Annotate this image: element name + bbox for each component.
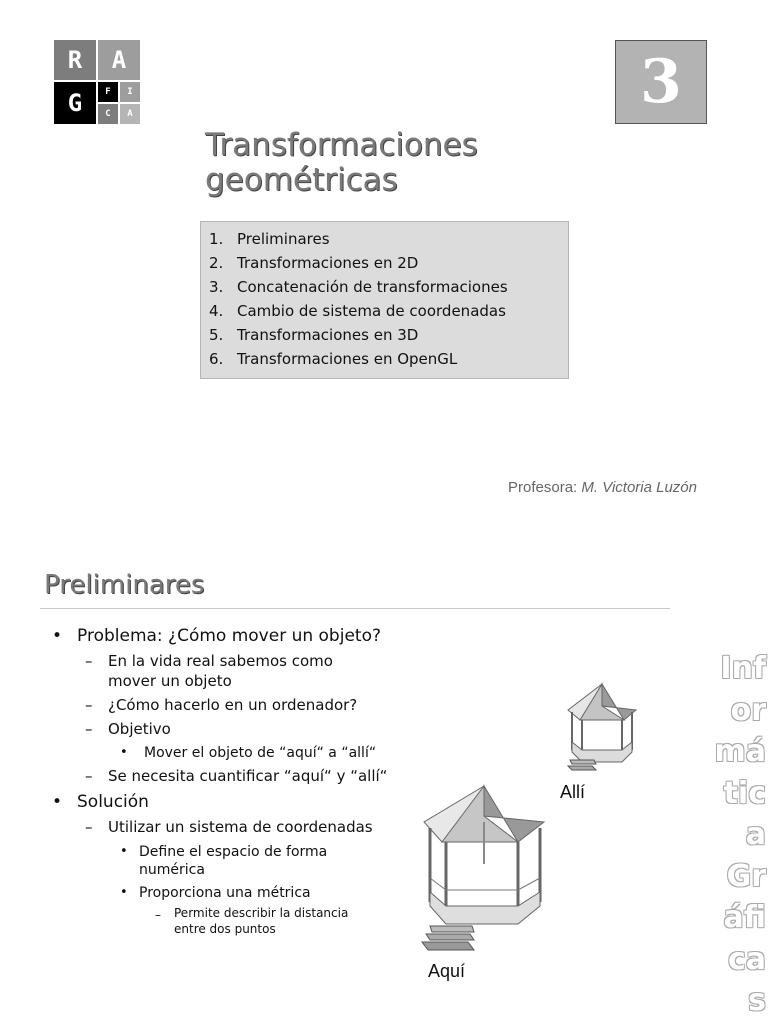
bullet-text: Utilizar un sistema de coordenadas <box>108 818 373 836</box>
toc-item[interactable] <box>209 347 568 371</box>
toc-label: Transformaciones en 2D <box>237 254 419 272</box>
bullet-text: Objetivo <box>108 720 171 738</box>
bullet-dot: • <box>52 626 63 646</box>
bullet-text: ¿Cómo hacerlo en un ordenador? <box>108 696 358 714</box>
bullet-dot: • <box>120 844 128 859</box>
toc-num: 5. <box>209 326 224 344</box>
gazebo-large-illustration <box>418 782 550 958</box>
bullet-solution-text: Solución <box>77 792 149 812</box>
vertical-text-fragment: Inf <box>720 651 766 686</box>
vertical-text-fragment: s <box>748 983 766 1018</box>
vertical-text-fragment: or <box>730 692 766 728</box>
toc-label: Transformaciones en OpenGL <box>237 350 458 368</box>
bullet-problem-text: Problema: ¿Cómo mover un objeto? <box>77 626 381 646</box>
bullet-text: Permite describir la distancia <box>174 906 349 920</box>
professor-label: Profesora: <box>508 479 578 496</box>
bullet-text: Se necesita cuantificar “aquí“ y “allí“ <box>108 767 388 785</box>
bullet-text: Define el espacio de forma <box>139 844 328 860</box>
toc-item[interactable] <box>209 251 568 275</box>
page-title <box>205 128 478 198</box>
bullet-text: numérica <box>139 862 205 878</box>
toc-label: Cambio de sistema de coordenadas <box>237 302 506 320</box>
vertical-text-fragment: áfi <box>723 900 766 935</box>
professor-credit <box>508 479 697 496</box>
section-divider <box>40 608 670 609</box>
logo-cell-r: R <box>54 40 96 80</box>
dash: – <box>85 767 93 785</box>
logo-cell-a: A <box>98 40 140 80</box>
toc-num: 4. <box>209 302 224 320</box>
toc-item[interactable] <box>209 299 568 323</box>
bullet-text: Proporciona una métrica <box>139 885 311 901</box>
title-line-2: geométricas <box>205 162 398 198</box>
logo-cell-i: I <box>120 82 140 102</box>
toc-item[interactable] <box>209 227 568 251</box>
label-alli: Allí <box>560 782 586 802</box>
toc-label: Transformaciones en 3D <box>237 326 419 344</box>
vertical-decorative-text <box>676 648 766 1022</box>
bullet-text: Mover el objeto de “aquí“ a “allí“ <box>144 745 377 761</box>
bullet-dot: • <box>120 745 128 760</box>
dash: – <box>155 908 161 922</box>
vertical-text-fragment: a <box>745 817 766 852</box>
dash: – <box>85 720 93 738</box>
toc-item[interactable] <box>209 275 568 299</box>
title-line-1: Transformaciones <box>205 127 478 163</box>
vertical-text-fragment: má <box>714 734 766 769</box>
dash: – <box>85 696 93 714</box>
logo-cell-g: G <box>54 82 96 124</box>
bullet-text: mover un objeto <box>108 672 232 690</box>
dash: – <box>85 818 93 836</box>
vertical-text-fragment: Gr <box>726 858 766 894</box>
vertical-text-fragment: ca <box>727 941 766 977</box>
logo-cell-c: C <box>98 104 118 124</box>
dash: – <box>85 652 93 670</box>
professor-name: M. Victoria Luzón <box>581 479 697 496</box>
logo-cell-a2: A <box>120 104 140 124</box>
toc-num: 6. <box>209 350 224 368</box>
chapter-number: 3 <box>615 40 707 124</box>
toc-item[interactable] <box>209 323 568 347</box>
bullet-dot: • <box>120 885 128 900</box>
bullet-text: En la vida real sabemos como <box>108 652 333 670</box>
label-aqui: Aquí <box>428 961 466 981</box>
toc-num: 1. <box>209 230 224 248</box>
toc-num: 2. <box>209 254 224 272</box>
logo-cell-f: F <box>98 82 118 102</box>
gazebo-small-illustration <box>562 680 642 778</box>
bullet-dot: • <box>52 792 63 812</box>
section-title: Preliminares <box>44 570 205 600</box>
logo <box>54 40 140 124</box>
bullet-problem <box>52 626 62 646</box>
table-of-contents <box>200 221 569 379</box>
toc-label: Concatenación de transformaciones <box>237 278 508 296</box>
bullet-text: entre dos puntos <box>174 922 276 936</box>
toc-label: Preliminares <box>237 230 330 248</box>
toc-num: 3. <box>209 278 224 296</box>
vertical-text-fragment: tic <box>723 775 766 811</box>
